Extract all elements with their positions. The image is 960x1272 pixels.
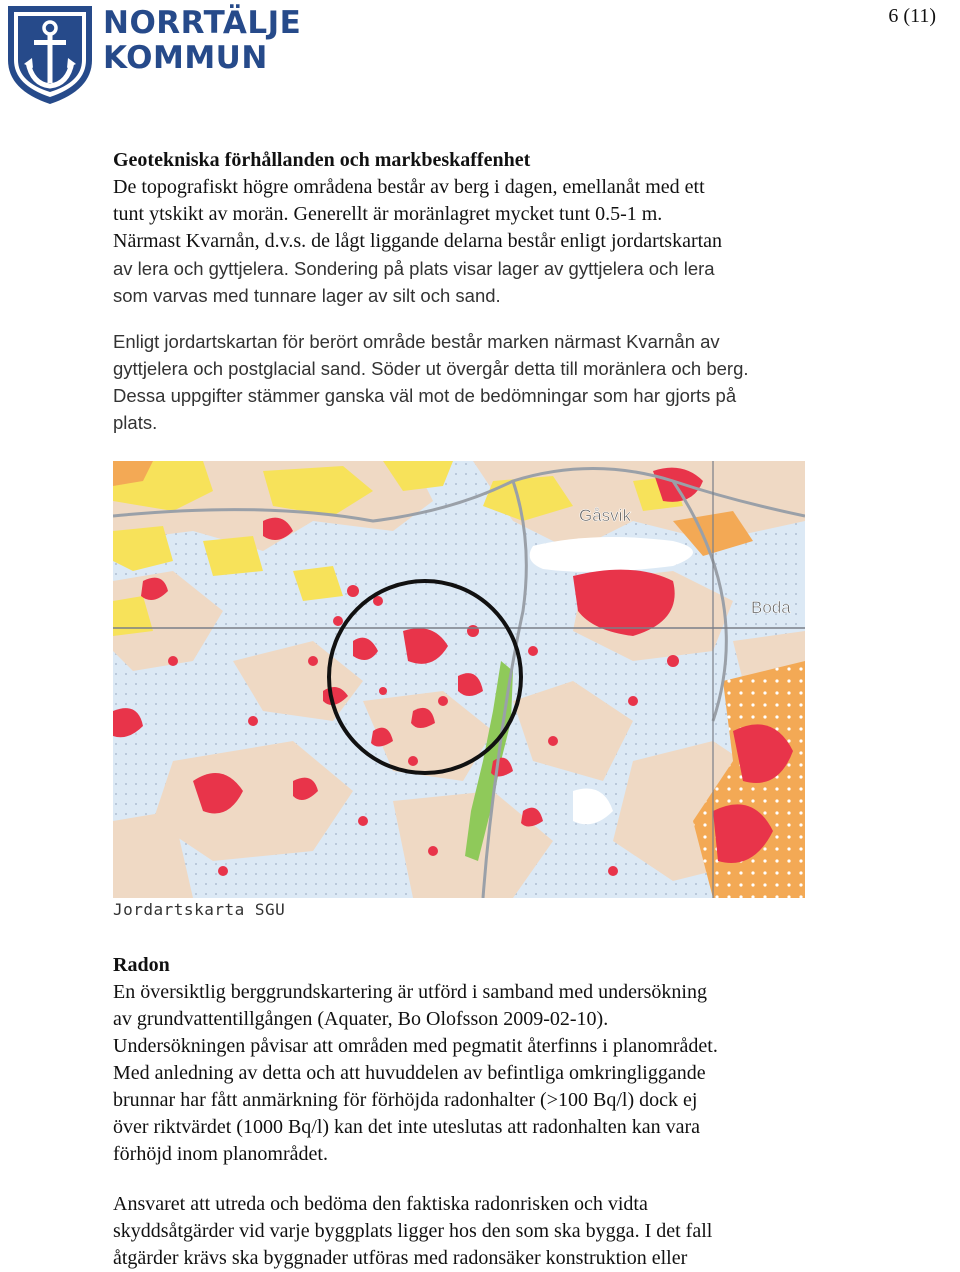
- geotech-para2-line: gyttjelera och postglacial sand. Söder ut övergår detta till moränlera och berg.: [113, 358, 749, 379]
- geotech-para1-line: som varvas med tunnare lager av silt och sand.: [113, 285, 501, 306]
- soil-map: [113, 461, 805, 898]
- radon-para2-line: Ansvaret att utreda och bedöma den faktiska radonrisken och vidta: [113, 1193, 648, 1215]
- radon-para1-line: Undersökningen påvisar att områden med pegmatit återfinns i planområdet.: [113, 1035, 718, 1057]
- radon-section: [113, 952, 823, 1272]
- radon-para2-line: skyddsåtgärder vid varje byggplats ligger hos den som ska bygga. I det fall: [113, 1220, 713, 1242]
- map-label-boda: Boda: [751, 598, 791, 617]
- radon-para2-line: åtgärder krävs ska byggnader utföras med radonsäker konstruktion eller: [113, 1247, 688, 1269]
- map-label-gasvik: Gåsvik: [579, 506, 631, 525]
- geotech-para1-line: De topografiskt högre områdena består av berg i dagen, emellanåt med ett: [113, 176, 705, 198]
- coat-of-arms-icon: [0, 0, 100, 108]
- radon-para1-line: brunnar har fått anmärkning för förhöjda radonhalter (>100 Bq/l) dock ej: [113, 1089, 698, 1111]
- geotech-para2-line: plats.: [113, 412, 158, 433]
- logo-text-line2: KOMMUN: [103, 40, 268, 76]
- geotech-para1-line: tunt ytskikt av morän. Generellt är moränlagret mycket tunt 0.5-1 m.: [113, 203, 663, 225]
- geotech-section: [113, 147, 823, 436]
- logo-text-line1: NORRTÄLJE: [103, 5, 302, 41]
- radon-para1-line: En översiktlig berggrundskartering är utförd i samband med undersökning: [113, 981, 707, 1003]
- map-caption: Jordartskarta SGU: [113, 900, 286, 919]
- radon-para1-line: Med anledning av detta och att huvuddelen av befintliga omkringliggande: [113, 1062, 706, 1084]
- radon-para1-line: förhöjd inom planområdet.: [113, 1143, 328, 1165]
- geotech-para2-line: Dessa uppgifter stämmer ganska väl mot de bedömningar som har gjorts på: [113, 385, 737, 406]
- radon-para1-line: över riktvärdet (1000 Bq/l) kan det inte uteslutas att radonhalten kan vara: [113, 1116, 701, 1138]
- geotech-para1-line: av lera och gyttjelera. Sondering på plats visar lager av gyttjelera och lera: [113, 258, 715, 279]
- radon-para1-line: av grundvattentillgången (Aquater, Bo Olofsson 2009-02-10).: [113, 1008, 609, 1030]
- municipality-logo: [0, 0, 300, 108]
- geotech-para1-line: Närmast Kvarnån, d.v.s. de lågt liggande delarna består enligt jordartskartan: [113, 230, 723, 252]
- geotech-heading: Geotekniska förhållanden och markbeskaffenhet: [113, 149, 531, 171]
- radon-heading: Radon: [113, 954, 170, 976]
- geotech-para2-line: Enligt jordartskartan för berört område består marken närmast Kvarnån av: [113, 331, 720, 352]
- page-number: 6 (11): [888, 5, 936, 27]
